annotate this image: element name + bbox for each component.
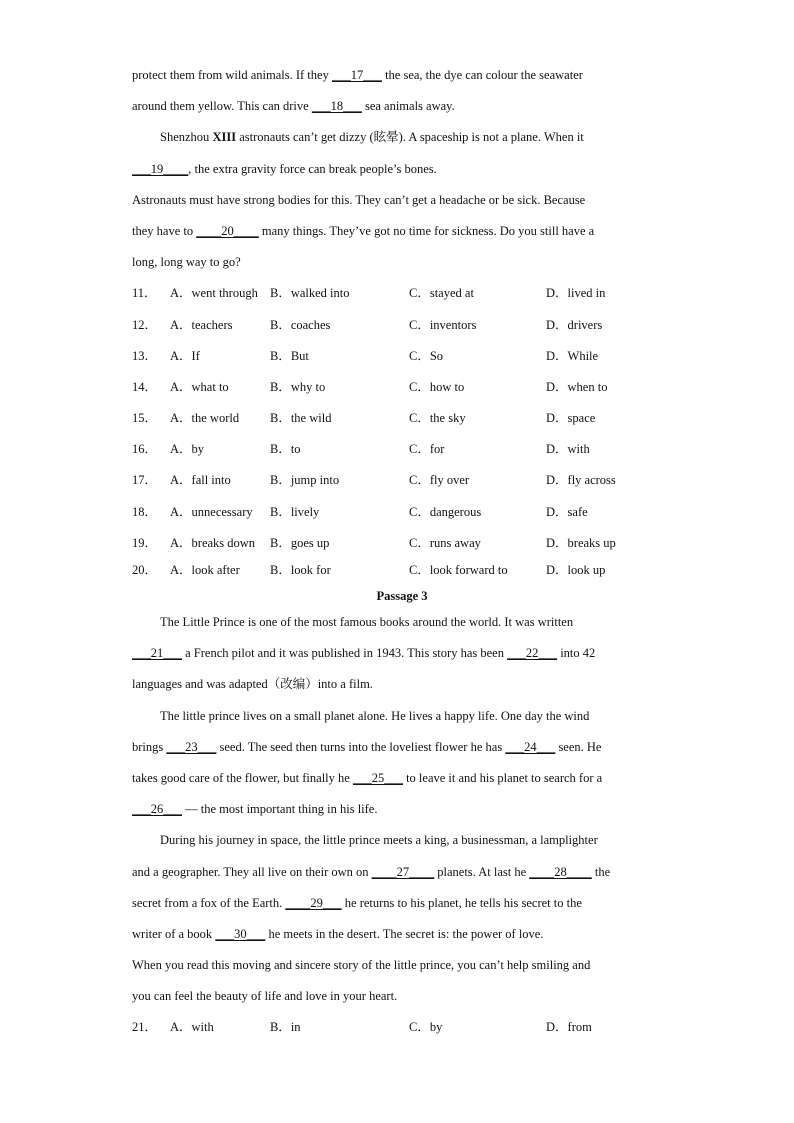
text-span: writer of a book: [132, 926, 216, 941]
option-c: C．the sky: [409, 411, 466, 426]
option-b: B．lively: [270, 504, 320, 519]
option-row: [132, 278, 672, 309]
blank-21: ___21___: [132, 646, 182, 661]
option-a: A．If: [170, 348, 200, 363]
question-number: 15．: [132, 411, 158, 426]
option-row: [132, 528, 672, 559]
blank-28: ____28____: [529, 864, 592, 879]
text-span: planets. At last he: [434, 864, 530, 879]
text-span: many things. They’ve got no time for sickness. Do you still have a: [258, 223, 595, 238]
text-line: [132, 857, 672, 888]
option-row: [132, 1012, 672, 1043]
blank-30: ___30___: [215, 926, 266, 941]
text-line: [132, 763, 672, 794]
text-span: the sea, the dye can colour the seawater: [381, 68, 583, 82]
option-c: C．look forward to: [409, 563, 508, 577]
blank-23: ___23___: [166, 739, 217, 754]
option-d: D．with: [546, 442, 590, 457]
text-span: a French pilot and it was published in 1943. This story has been: [182, 646, 508, 661]
option-b: B．to: [270, 442, 301, 457]
blank-25: ___25___: [352, 770, 403, 785]
text-span: he returns to his planet, he tells his secret to the: [341, 895, 582, 910]
option-d: D．breaks up: [546, 535, 616, 550]
text-line: you can feel the beauty of life and love in your heart.: [132, 989, 398, 1004]
options-list: [132, 278, 672, 581]
option-a: A．breaks down: [170, 535, 256, 550]
text-span: seed. The seed then turns into the loveliest flower he has: [216, 739, 506, 754]
text-span: he meets in the desert. The secret is: the power of love.: [265, 926, 544, 941]
text-span: sea animals away.: [361, 99, 455, 114]
question-number: 20．: [132, 563, 158, 577]
option-b: B．in: [270, 1020, 301, 1035]
blank-20: ____20____: [196, 223, 259, 238]
question-number: 13．: [132, 348, 158, 363]
text-line: [132, 154, 672, 185]
text-span: protect them from wild animals. If they: [132, 68, 332, 82]
option-b: B．look for: [270, 563, 331, 577]
blank-26: ___26___: [132, 802, 182, 817]
question-number: 12．: [132, 317, 158, 332]
option-a: A．unnecessary: [170, 504, 253, 519]
option-d: D．fly across: [546, 473, 616, 488]
option-a: A．by: [170, 442, 205, 457]
text-line: [132, 60, 672, 91]
blank-18: ___18___: [311, 99, 362, 114]
text-line: The Little Prince is one of the most famous books around the world. It was written: [160, 615, 574, 629]
option-a: A．fall into: [170, 473, 231, 488]
option-d: D．drivers: [546, 317, 603, 332]
text-span: the: [591, 864, 611, 879]
option-b: B．walked into: [270, 286, 350, 301]
text-line: The little prince lives on a small planet alone. He lives a happy life. One day the wind: [160, 708, 590, 723]
bold-text: XIII: [212, 130, 237, 145]
option-row: [132, 403, 672, 434]
option-row: [132, 341, 672, 372]
blank-22: ___22___: [507, 646, 558, 661]
text-span: they have to: [132, 223, 197, 238]
option-row: [132, 310, 672, 341]
text-span: astronauts can’t get dizzy (眩晕). A spaceship is not a plane. When it: [236, 130, 584, 145]
text-line: [132, 216, 672, 247]
option-d: D．when to: [546, 379, 608, 394]
option-c: C．fly over: [409, 473, 470, 488]
option-a: A．went through: [170, 286, 258, 301]
question-number: 21．: [132, 1020, 158, 1035]
option-row: [132, 465, 672, 496]
question-number: 17．: [132, 473, 158, 488]
text-span: secret from a fox of the Earth.: [132, 895, 286, 910]
option-c: C．runs away: [409, 535, 481, 550]
option-c: C．dangerous: [409, 504, 482, 519]
option-d: D．lived in: [546, 286, 606, 301]
text-line: [132, 91, 672, 122]
option-b: B．jump into: [270, 473, 340, 488]
text-line: [132, 919, 672, 950]
text-span: seen. He: [555, 739, 602, 754]
option-b: B．goes up: [270, 535, 330, 550]
text-span: to leave it and his planet to search for a: [402, 770, 603, 785]
text-line: long, long way to go?: [132, 255, 241, 270]
option-d: D．While: [546, 348, 599, 363]
text-line: [132, 888, 672, 919]
option-d: D．space: [546, 411, 596, 426]
text-line: languages and was adapted（改编）into a film.: [132, 677, 373, 692]
question-number: 11．: [132, 286, 157, 301]
blank-29: ____29___: [285, 895, 342, 910]
question-number: 18．: [132, 504, 158, 519]
option-a: A．what to: [170, 379, 229, 394]
text-span: and a geographer. They all live on their own on: [132, 864, 372, 879]
blank-19: ___19____: [132, 161, 189, 176]
text-line: Astronauts must have strong bodies for this. They can’t get a headache or be sick. Because: [132, 192, 586, 207]
option-d: D．look up: [546, 563, 606, 577]
text-span: — the most important thing in his life.: [182, 802, 378, 817]
option-a: A．with: [170, 1020, 214, 1035]
question-number: 19．: [132, 535, 158, 550]
option-a: A．look after: [170, 563, 240, 577]
option-c: C．stayed at: [409, 286, 474, 301]
blank-17: ___17___: [331, 68, 382, 82]
option-c: C．So: [409, 348, 444, 363]
option-a: A．teachers: [170, 317, 233, 332]
text-line: [132, 794, 672, 825]
text-span: Shenzhou: [160, 130, 213, 145]
text-span: , the extra gravity force can break people’s bones.: [188, 161, 437, 176]
text-line: [132, 638, 672, 669]
question-number: 14．: [132, 379, 158, 394]
blank-24: ___24___: [505, 739, 556, 754]
text-span: takes good care of the flower, but finally he: [132, 770, 353, 785]
option-row: [132, 559, 672, 581]
option-b: B．coaches: [270, 317, 331, 332]
option-row: [132, 372, 672, 403]
option-b: B．why to: [270, 379, 326, 394]
text-span: into 42: [557, 646, 596, 661]
text-line: [132, 732, 672, 763]
option-c: C．for: [409, 442, 445, 457]
text-line: [132, 122, 672, 153]
question-number: 16．: [132, 442, 158, 457]
option-a: A．the world: [170, 411, 240, 426]
option-d: D．from: [546, 1020, 592, 1035]
option-d: D．safe: [546, 504, 588, 519]
option-row: [132, 434, 672, 465]
option-c: C．how to: [409, 379, 465, 394]
text-line: When you read this moving and sincere story of the little prince, you can’t help smiling and: [132, 958, 591, 973]
text-span: around them yellow. This can drive: [132, 99, 312, 114]
option-row: [132, 497, 672, 528]
option-c: C．by: [409, 1020, 443, 1035]
document-page: [132, 60, 672, 1044]
text-line: During his journey in space, the little prince meets a king, a businessman, a lamplighter: [160, 833, 598, 848]
blank-27: ____27____: [371, 864, 435, 879]
passage-title: Passage 3: [376, 589, 428, 603]
option-b: B．the wild: [270, 411, 332, 426]
option-b: B．But: [270, 348, 309, 363]
option-c: C．inventors: [409, 317, 477, 332]
text-span: brings: [132, 739, 167, 754]
